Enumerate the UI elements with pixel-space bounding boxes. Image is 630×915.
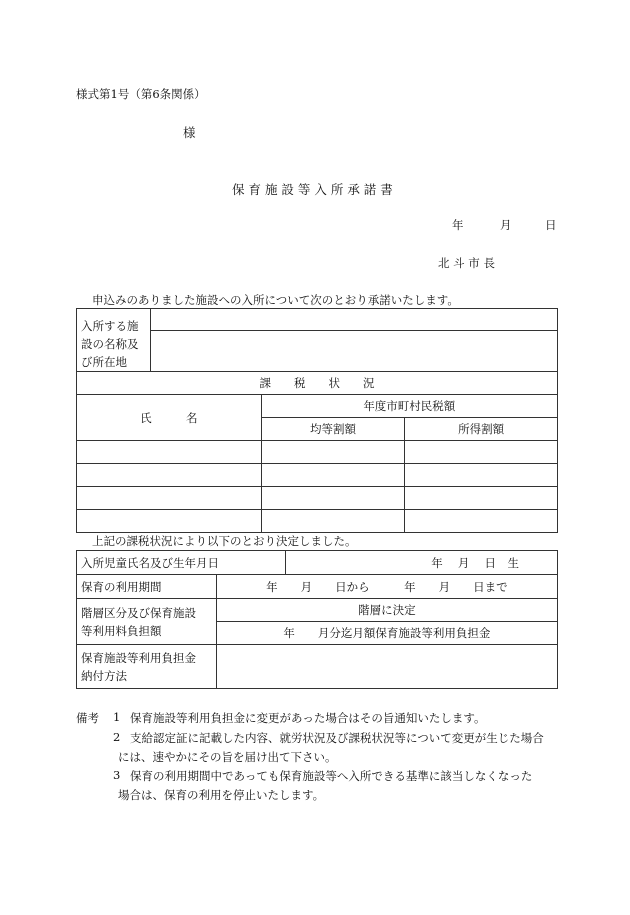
remarks-label: 備考 <box>76 711 99 725</box>
remark-text: 場合は、保育の利用を停止いたします。 <box>118 788 325 802</box>
income-share-cell[interactable] <box>405 464 558 487</box>
income-share-cell[interactable] <box>405 441 558 464</box>
equal-share-header: 均等割額 <box>261 418 405 441</box>
period-label: 保育の利用期間 <box>77 575 217 599</box>
date-month: 月 <box>500 218 512 232</box>
table-row <box>77 441 558 464</box>
remark-text: 保育施設等利用負担金に変更があった場合はその旨通知いたします。 <box>130 711 486 725</box>
remark-number: 2 <box>113 730 121 744</box>
equal-share-cell[interactable] <box>261 510 405 533</box>
date-day: 日 <box>545 218 557 232</box>
intro-text: 申込みのありました施設への入所について次のとおり承諾いたします。 <box>92 293 459 307</box>
decision-text: 上記の課税状況により以下のとおり決定しました。 <box>92 534 357 548</box>
birth-date-field[interactable]: 年 月 日 生 <box>285 551 558 575</box>
income-share-cell[interactable] <box>405 487 558 510</box>
equal-share-cell[interactable] <box>261 464 405 487</box>
name-cell[interactable] <box>77 464 262 487</box>
child-label: 入所児童氏名及び生年月日 <box>77 551 286 575</box>
name-header: 氏 名 <box>77 395 262 441</box>
name-cell[interactable] <box>77 487 262 510</box>
remark-number: 1 <box>113 710 121 724</box>
tax-status-table <box>76 308 558 533</box>
payment-label: 保育施設等利用負担金 納付方法 <box>77 645 217 689</box>
remark-text: 支給認定証に記載した内容、就労状況及び課税状況等について変更が生じた場合 <box>130 731 544 745</box>
remark-text: 保育の利用期間中であっても保育施設等へ入所できる基準に該当しなくなった <box>130 769 533 783</box>
table-row <box>77 464 558 487</box>
fee-field[interactable]: 年 月分迄月額保育施設等利用負担金 <box>216 622 557 645</box>
name-cell[interactable] <box>77 441 262 464</box>
tax-status-header: 課 税 状 況 <box>77 372 558 395</box>
facility-name-field[interactable] <box>150 309 557 331</box>
document-title: 保 育 施 設 等 入 所 承 諾 書 <box>232 182 393 197</box>
class-label: 階層区分及び保育施設 等利用料負担額 <box>77 599 217 645</box>
equal-share-cell[interactable] <box>261 487 405 510</box>
facility-address-field[interactable] <box>150 331 557 372</box>
date-year: 年 <box>452 218 464 232</box>
remark-number: 3 <box>113 768 121 782</box>
issuer: 北 斗 市 長 <box>438 256 495 270</box>
period-field[interactable]: 年 月 日から 年 月 日まで <box>216 575 557 599</box>
payment-field[interactable] <box>216 645 557 689</box>
tax-amount-header: 年度市町村民税額 <box>261 395 557 418</box>
income-share-header: 所得割額 <box>405 418 558 441</box>
addressee-suffix: 様 <box>183 125 196 140</box>
decision-table <box>76 550 558 689</box>
table-row <box>77 510 558 533</box>
equal-share-cell[interactable] <box>261 441 405 464</box>
facility-label: 入所する施 設の名称及 び所在地 <box>77 309 151 372</box>
form-number: 様式第1号（第6条関係） <box>76 87 206 101</box>
table-row <box>77 487 558 510</box>
remark-text: には、速やかにその旨を届け出て下さい。 <box>118 750 337 764</box>
class-field[interactable]: 階層に決定 <box>216 599 557 622</box>
name-cell[interactable] <box>77 510 262 533</box>
income-share-cell[interactable] <box>405 510 558 533</box>
